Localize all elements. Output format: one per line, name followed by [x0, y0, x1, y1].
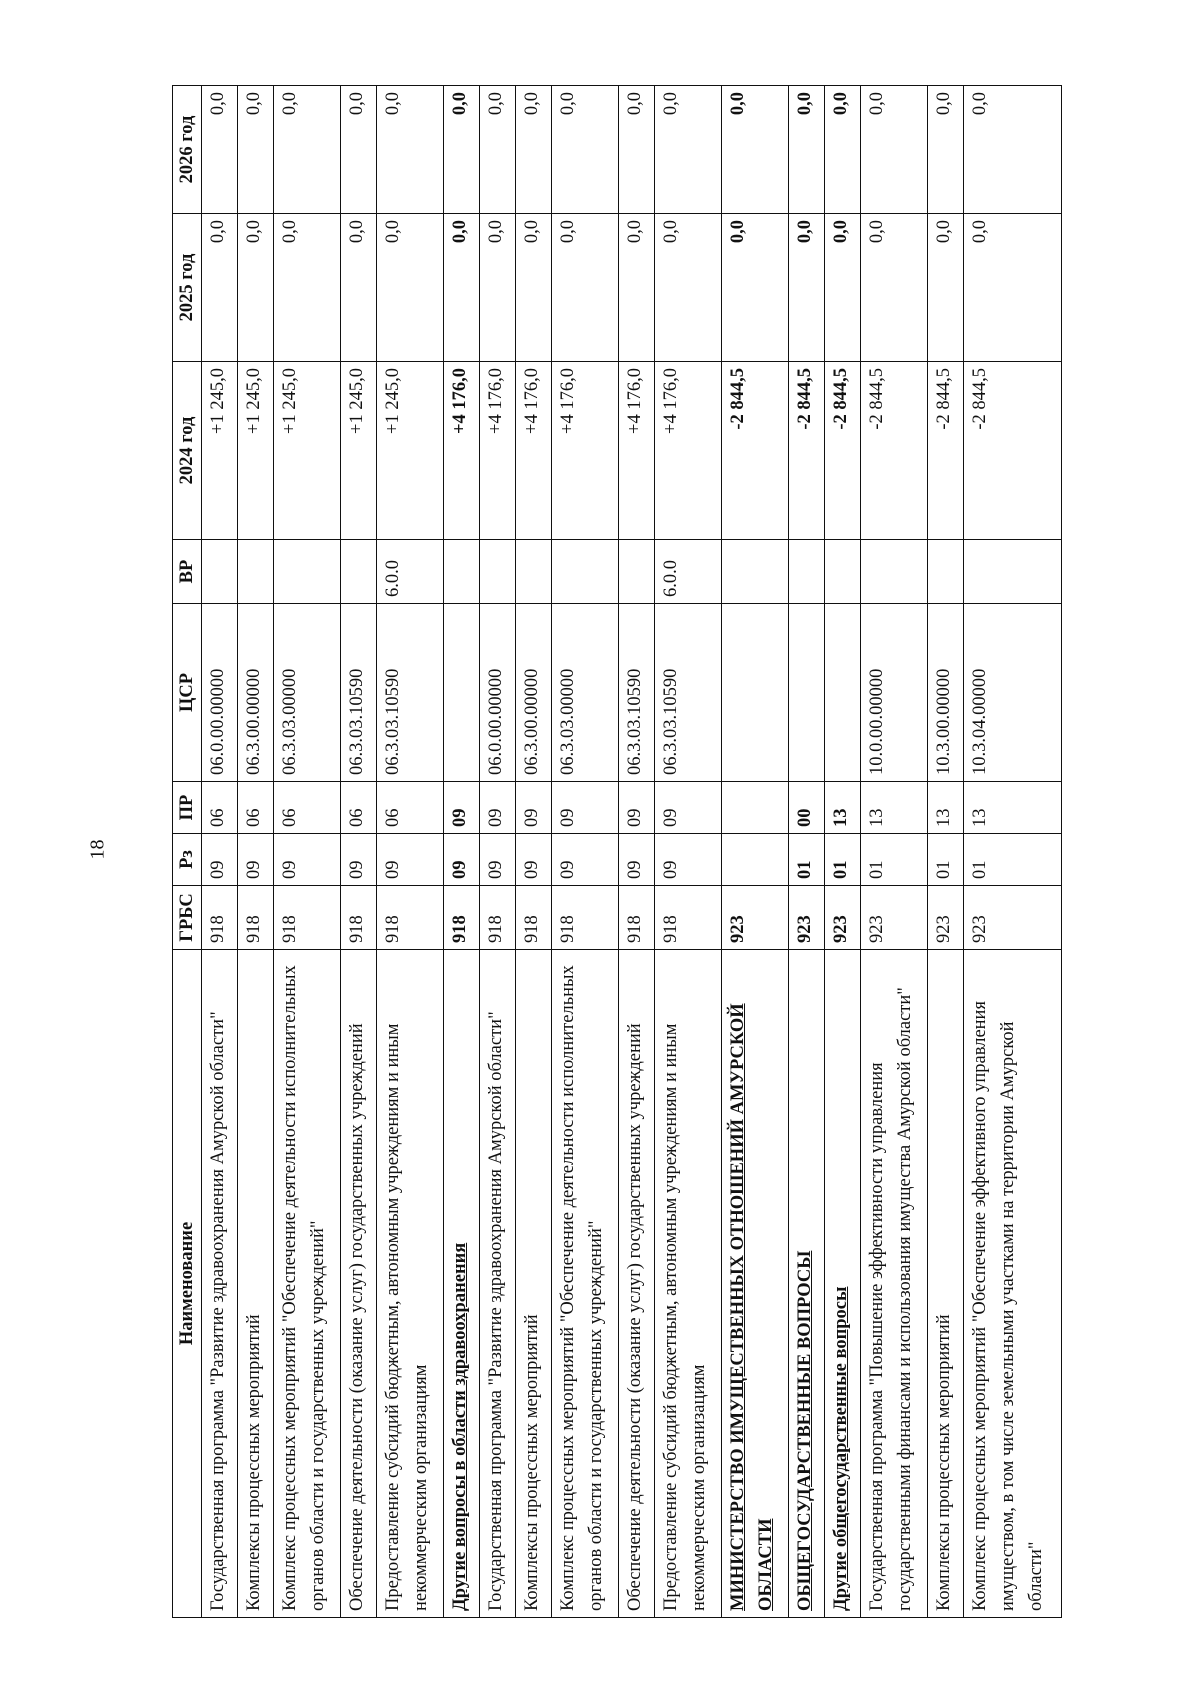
cell-grbs: 918	[238, 886, 274, 950]
cell-pr: 13	[861, 782, 928, 834]
cell-csr: 06.0.00.00000	[480, 604, 516, 782]
cell-csr	[789, 604, 825, 782]
cell-pr: 09	[552, 782, 619, 834]
cell-vr: 6.0.0	[377, 540, 444, 604]
cell-grbs: 918	[619, 886, 655, 950]
cell-2025: 0,0	[274, 214, 341, 362]
cell-grbs: 918	[377, 886, 444, 950]
cell-2026: 0,0	[964, 86, 1062, 214]
cell-pr: 06	[377, 782, 444, 834]
cell-pr: 06	[274, 782, 341, 834]
cell-vr	[516, 540, 552, 604]
cell-2025: 0,0	[516, 214, 552, 362]
cell-grbs: 923	[928, 886, 964, 950]
cell-csr: 06.3.00.00000	[516, 604, 552, 782]
table-row	[928, 86, 964, 1618]
table-header-row	[173, 86, 202, 1618]
table-row	[516, 86, 552, 1618]
cell-vr	[964, 540, 1062, 604]
cell-grbs: 923	[722, 886, 789, 950]
cell-grbs: 918	[655, 886, 722, 950]
cell-grbs: 923	[789, 886, 825, 950]
cell-2026: 0,0	[274, 86, 341, 214]
cell-2025: 0,0	[655, 214, 722, 362]
cell-rz: 09	[341, 834, 377, 886]
cell-rz: 09	[655, 834, 722, 886]
cell-grbs: 923	[964, 886, 1062, 950]
cell-2025: 0,0	[377, 214, 444, 362]
cell-vr	[825, 540, 861, 604]
table-row	[274, 86, 341, 1618]
cell-2026: 0,0	[444, 86, 480, 214]
cell-name: Обеспечение деятельности (оказание услуг) государственных учреждений	[619, 950, 655, 1618]
cell-rz: 09	[377, 834, 444, 886]
cell-csr: 06.3.03.10590	[377, 604, 444, 782]
cell-pr	[722, 782, 789, 834]
cell-csr: 06.3.00.00000	[238, 604, 274, 782]
table-row	[825, 86, 861, 1618]
cell-2025: 0,0	[964, 214, 1062, 362]
cell-rz	[722, 834, 789, 886]
cell-2026: 0,0	[202, 86, 238, 214]
cell-grbs: 918	[274, 886, 341, 950]
cell-name: Предоставление субсидий бюджетным, автономным учреждениям и иным некоммерческим организациям	[655, 950, 722, 1618]
header-csr: ЦСР	[173, 604, 202, 782]
cell-2025: 0,0	[444, 214, 480, 362]
cell-csr: 06.3.03.10590	[341, 604, 377, 782]
cell-csr: 10.0.00.00000	[861, 604, 928, 782]
cell-csr	[722, 604, 789, 782]
cell-2026: 0,0	[480, 86, 516, 214]
header-grbs: ГРБС	[173, 886, 202, 950]
header-pr: ПР	[173, 782, 202, 834]
cell-2025: 0,0	[789, 214, 825, 362]
cell-grbs: 918	[444, 886, 480, 950]
cell-2024: +4 176,0	[655, 362, 722, 540]
cell-2024: +1 245,0	[341, 362, 377, 540]
cell-rz: 09	[619, 834, 655, 886]
cell-2024: +4 176,0	[552, 362, 619, 540]
cell-csr	[444, 604, 480, 782]
cell-pr: 09	[655, 782, 722, 834]
table-row	[964, 86, 1062, 1618]
header-2025: 2025 год	[173, 214, 202, 362]
cell-name: Другие общегосударственные вопросы	[825, 950, 861, 1618]
cell-csr: 10.3.00.00000	[928, 604, 964, 782]
cell-vr	[341, 540, 377, 604]
cell-2025: 0,0	[202, 214, 238, 362]
table-row	[861, 86, 928, 1618]
header-2026: 2026 год	[173, 86, 202, 214]
cell-name: Государственная программа "Повышение эффективности управления государственными финансами и использования имущества Амурской области"	[861, 950, 928, 1618]
cell-name: Другие вопросы в области здравоохранения	[444, 950, 480, 1618]
cell-name: Комплексы процессных мероприятий	[516, 950, 552, 1618]
cell-rz: 01	[789, 834, 825, 886]
cell-2024: +4 176,0	[480, 362, 516, 540]
cell-2025: 0,0	[861, 214, 928, 362]
cell-2024: +4 176,0	[619, 362, 655, 540]
table-row	[480, 86, 516, 1618]
cell-grbs: 918	[202, 886, 238, 950]
cell-2025: 0,0	[238, 214, 274, 362]
cell-vr	[480, 540, 516, 604]
cell-pr: 13	[928, 782, 964, 834]
cell-2025: 0,0	[480, 214, 516, 362]
cell-rz: 09	[444, 834, 480, 886]
cell-vr	[928, 540, 964, 604]
cell-2025: 0,0	[928, 214, 964, 362]
cell-rz: 01	[861, 834, 928, 886]
cell-2026: 0,0	[377, 86, 444, 214]
cell-grbs: 918	[516, 886, 552, 950]
cell-2024: -2 844,5	[861, 362, 928, 540]
cell-vr	[238, 540, 274, 604]
cell-csr: 06.3.03.10590	[655, 604, 722, 782]
cell-vr	[202, 540, 238, 604]
cell-name: Государственная программа "Развитие здравоохранения Амурской области"	[480, 950, 516, 1618]
header-name: Наименование	[173, 950, 202, 1618]
table-row	[619, 86, 655, 1618]
cell-name: Комплекс процессных мероприятий "Обеспечение деятельности исполнительных органов области и государственных учреждений"	[552, 950, 619, 1618]
cell-vr	[861, 540, 928, 604]
cell-2026: 0,0	[928, 86, 964, 214]
cell-grbs: 918	[552, 886, 619, 950]
cell-2024: +1 245,0	[377, 362, 444, 540]
table-row	[238, 86, 274, 1618]
cell-name: Обеспечение деятельности (оказание услуг) государственных учреждений	[341, 950, 377, 1618]
cell-rz: 09	[202, 834, 238, 886]
cell-2025: 0,0	[341, 214, 377, 362]
cell-csr: 06.3.03.00000	[552, 604, 619, 782]
cell-pr: 00	[789, 782, 825, 834]
cell-name: ОБЩЕГОСУДАРСТВЕННЫЕ ВОПРОСЫ	[789, 950, 825, 1618]
table-body	[202, 86, 1062, 1618]
cell-pr: 13	[825, 782, 861, 834]
table-row	[552, 86, 619, 1618]
table-row	[202, 86, 238, 1618]
cell-2026: 0,0	[516, 86, 552, 214]
cell-name: Комплексы процессных мероприятий	[238, 950, 274, 1618]
table-row	[655, 86, 722, 1618]
cell-name: Государственная программа "Развитие здравоохранения Амурской области"	[202, 950, 238, 1618]
cell-vr	[444, 540, 480, 604]
cell-csr: 06.3.03.00000	[274, 604, 341, 782]
cell-pr: 09	[516, 782, 552, 834]
cell-2024: -2 844,5	[722, 362, 789, 540]
cell-grbs: 923	[861, 886, 928, 950]
table-row	[789, 86, 825, 1618]
cell-2025: 0,0	[552, 214, 619, 362]
cell-pr: 13	[964, 782, 1062, 834]
table-row	[444, 86, 480, 1618]
cell-rz: 09	[480, 834, 516, 886]
budget-table	[172, 85, 1062, 1618]
table-row	[377, 86, 444, 1618]
cell-grbs: 918	[341, 886, 377, 950]
cell-2025: 0,0	[825, 214, 861, 362]
cell-vr: 6.0.0	[655, 540, 722, 604]
cell-rz: 09	[552, 834, 619, 886]
cell-csr	[825, 604, 861, 782]
table-row	[722, 86, 789, 1618]
cell-2026: 0,0	[789, 86, 825, 214]
cell-2026: 0,0	[552, 86, 619, 214]
cell-2026: 0,0	[341, 86, 377, 214]
cell-pr: 09	[480, 782, 516, 834]
cell-2024: +1 245,0	[202, 362, 238, 540]
cell-2024: -2 844,5	[964, 362, 1062, 540]
cell-pr: 09	[619, 782, 655, 834]
cell-name: МИНИСТЕРСТВО ИМУЩЕСТВЕННЫХ ОТНОШЕНИЙ АМУРСКОЙ ОБЛАСТИ	[722, 950, 789, 1618]
cell-2024: -2 844,5	[928, 362, 964, 540]
cell-csr: 10.3.04.00000	[964, 604, 1062, 782]
cell-2026: 0,0	[722, 86, 789, 214]
cell-2026: 0,0	[861, 86, 928, 214]
cell-2024: +1 245,0	[238, 362, 274, 540]
cell-rz: 09	[238, 834, 274, 886]
cell-pr: 06	[238, 782, 274, 834]
cell-pr: 09	[444, 782, 480, 834]
cell-vr	[789, 540, 825, 604]
cell-pr: 06	[341, 782, 377, 834]
cell-2024: +4 176,0	[444, 362, 480, 540]
cell-2026: 0,0	[655, 86, 722, 214]
cell-pr: 06	[202, 782, 238, 834]
cell-csr: 06.0.00.00000	[202, 604, 238, 782]
cell-name: Комплекс процессных мероприятий "Обеспечение эффективного управления имуществом, в том числе земельными участками на территории Амурской области"	[964, 950, 1062, 1618]
cell-2026: 0,0	[238, 86, 274, 214]
rotated-table-container	[172, 86, 1062, 1618]
cell-rz: 01	[825, 834, 861, 886]
cell-rz: 09	[516, 834, 552, 886]
cell-vr	[722, 540, 789, 604]
cell-2024: -2 844,5	[825, 362, 861, 540]
cell-2025: 0,0	[722, 214, 789, 362]
cell-vr	[552, 540, 619, 604]
cell-rz: 01	[928, 834, 964, 886]
cell-2024: +1 245,0	[274, 362, 341, 540]
cell-name: Предоставление субсидий бюджетным, автономным учреждениям и иным некоммерческим организациям	[377, 950, 444, 1618]
cell-rz: 09	[274, 834, 341, 886]
cell-vr	[274, 540, 341, 604]
cell-grbs: 918	[480, 886, 516, 950]
header-rz: Рз	[173, 834, 202, 886]
cell-vr	[619, 540, 655, 604]
page-number: 18	[86, 839, 109, 860]
cell-name: Комплекс процессных мероприятий "Обеспечение деятельности исполнительных органов области и государственных учреждений"	[274, 950, 341, 1618]
cell-2026: 0,0	[619, 86, 655, 214]
cell-rz: 01	[964, 834, 1062, 886]
cell-2024: -2 844,5	[789, 362, 825, 540]
cell-2026: 0,0	[825, 86, 861, 214]
cell-grbs: 923	[825, 886, 861, 950]
header-vr: ВР	[173, 540, 202, 604]
table-row	[341, 86, 377, 1618]
cell-name: Комплексы процессных мероприятий	[928, 950, 964, 1618]
cell-2025: 0,0	[619, 214, 655, 362]
cell-csr: 06.3.03.10590	[619, 604, 655, 782]
cell-2024: +4 176,0	[516, 362, 552, 540]
header-2024: 2024 год	[173, 362, 202, 540]
